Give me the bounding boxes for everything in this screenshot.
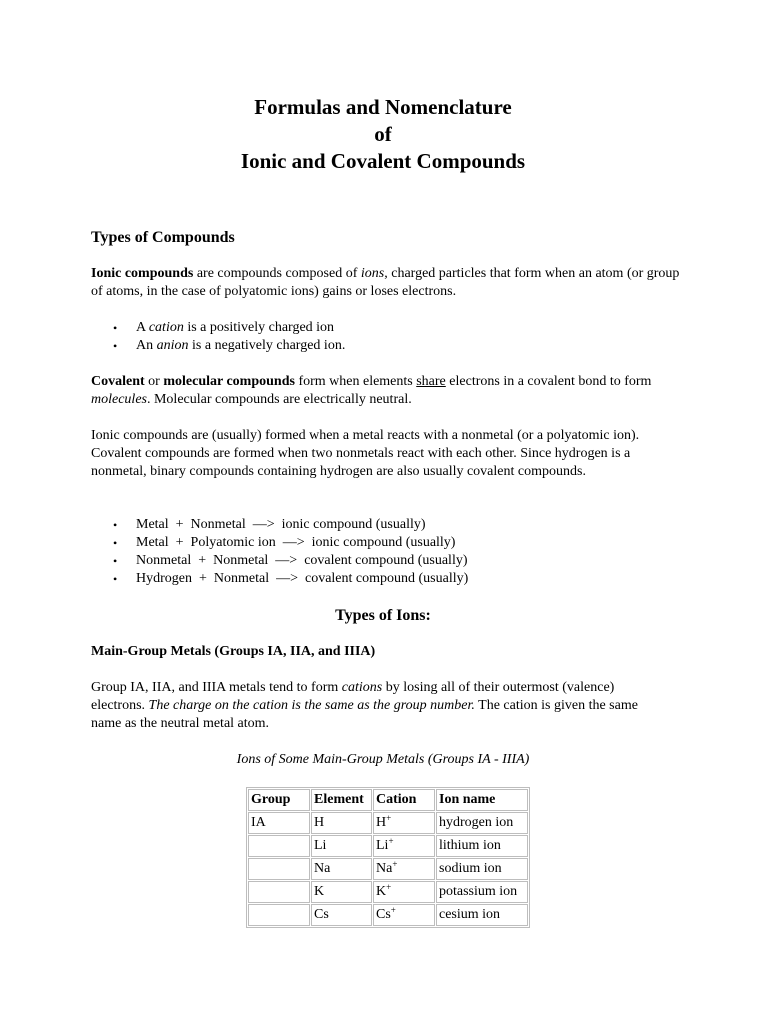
column-header-group: Group <box>248 789 310 811</box>
table-row <box>248 835 528 857</box>
bullet-glyph: • <box>113 554 118 568</box>
table-row <box>248 881 528 903</box>
list-item: • Hydrogen + Nonmetal —> covalent compound (usually) <box>113 571 469 586</box>
cell-ion-name: hydrogen ion <box>436 812 528 834</box>
column-header-element: Element <box>311 789 372 811</box>
cell-group <box>248 881 310 903</box>
cell-element: Na <box>311 858 372 880</box>
types-of-ions-heading: Types of Ions: <box>335 607 431 624</box>
ionic-compounds-paragraph: Ionic compounds are compounds composed of ions, charged particles that form when an atom (or group of atoms, in the case of polyatomic ions) gains or loses electrons. <box>91 266 680 299</box>
ions-term: ions <box>360 266 385 281</box>
title-line-1: Formulas and Nomenclature <box>254 95 512 119</box>
cell-element: K <box>311 881 372 903</box>
cell-group <box>248 835 310 857</box>
column-header-cation: Cation <box>373 789 435 811</box>
ions-table <box>246 787 530 928</box>
cell-cation: K+ <box>373 881 435 903</box>
share-term: share <box>416 374 446 389</box>
list-item: • Metal + Nonmetal —> ionic compound (usually) <box>113 517 426 532</box>
cell-cation: Li+ <box>373 835 435 857</box>
table-row <box>248 858 528 880</box>
ionic-compounds-term: Ionic compounds <box>91 266 194 281</box>
bullet-glyph: • <box>113 339 118 353</box>
cell-cation: Na+ <box>373 858 435 880</box>
table-row <box>248 812 528 834</box>
document-title <box>91 94 675 175</box>
column-header-ion-name: Ion name <box>436 789 528 811</box>
cell-ion-name: sodium ion <box>436 858 528 880</box>
cell-cation: H+ <box>373 812 435 834</box>
ion-definition-list <box>91 319 345 355</box>
cell-ion-name: potassium ion <box>436 881 528 903</box>
cell-element: H <box>311 812 372 834</box>
title-line-2: of <box>374 122 392 146</box>
list-item: • A cation is a positively charged ion <box>113 320 335 335</box>
covalent-compounds-paragraph: Covalent or molecular compounds form when elements share electrons in a covalent bond to form molecules. Molecular compounds are electrically neutral. <box>91 374 652 407</box>
reaction-list <box>91 516 468 588</box>
cell-ion-name: lithium ion <box>436 835 528 857</box>
list-item: • Nonmetal + Nonmetal —> covalent compound (usually) <box>113 553 468 568</box>
table-row <box>248 904 528 926</box>
cell-group <box>248 858 310 880</box>
cell-group: IA <box>248 812 310 834</box>
list-item: • An anion is a negatively charged ion. <box>113 338 346 353</box>
bullet-glyph: • <box>113 321 118 335</box>
types-of-compounds-heading: Types of Compounds <box>91 229 235 246</box>
cell-element: Cs <box>311 904 372 926</box>
table-caption: Ions of Some Main-Group Metals (Groups IA - IIIA) <box>236 752 530 767</box>
table-header-row <box>248 789 528 811</box>
compound-formation-paragraph: Ionic compounds are (usually) formed when a metal reacts with a nonmetal (or a polyatomic ion). Covalent compounds are formed when two nonmetals react with each other. Since hydrogen is a nonmetal, binary compounds containing hydrogen are also usually covalent compounds. <box>91 428 640 479</box>
cell-element: Li <box>311 835 372 857</box>
main-group-paragraph: Group IA, IIA, and IIIA metals tend to form cations by losing all of their outermost (valence) electrons. The charge on the cation is the same as the group number. The cation is given the same name as the neutral metal atom. <box>91 680 638 731</box>
title-line-3: Ionic and Covalent Compounds <box>240 149 526 173</box>
main-group-metals-heading: Main-Group Metals (Groups IA, IIA, and IIIA) <box>91 644 376 659</box>
bullet-glyph: • <box>113 518 118 532</box>
cell-ion-name: cesium ion <box>436 904 528 926</box>
cell-group <box>248 904 310 926</box>
bullet-glyph: • <box>113 536 118 550</box>
list-item: • Metal + Polyatomic ion —> ionic compound (usually) <box>113 535 456 550</box>
cell-cation: Cs+ <box>373 904 435 926</box>
bullet-glyph: • <box>113 572 118 586</box>
